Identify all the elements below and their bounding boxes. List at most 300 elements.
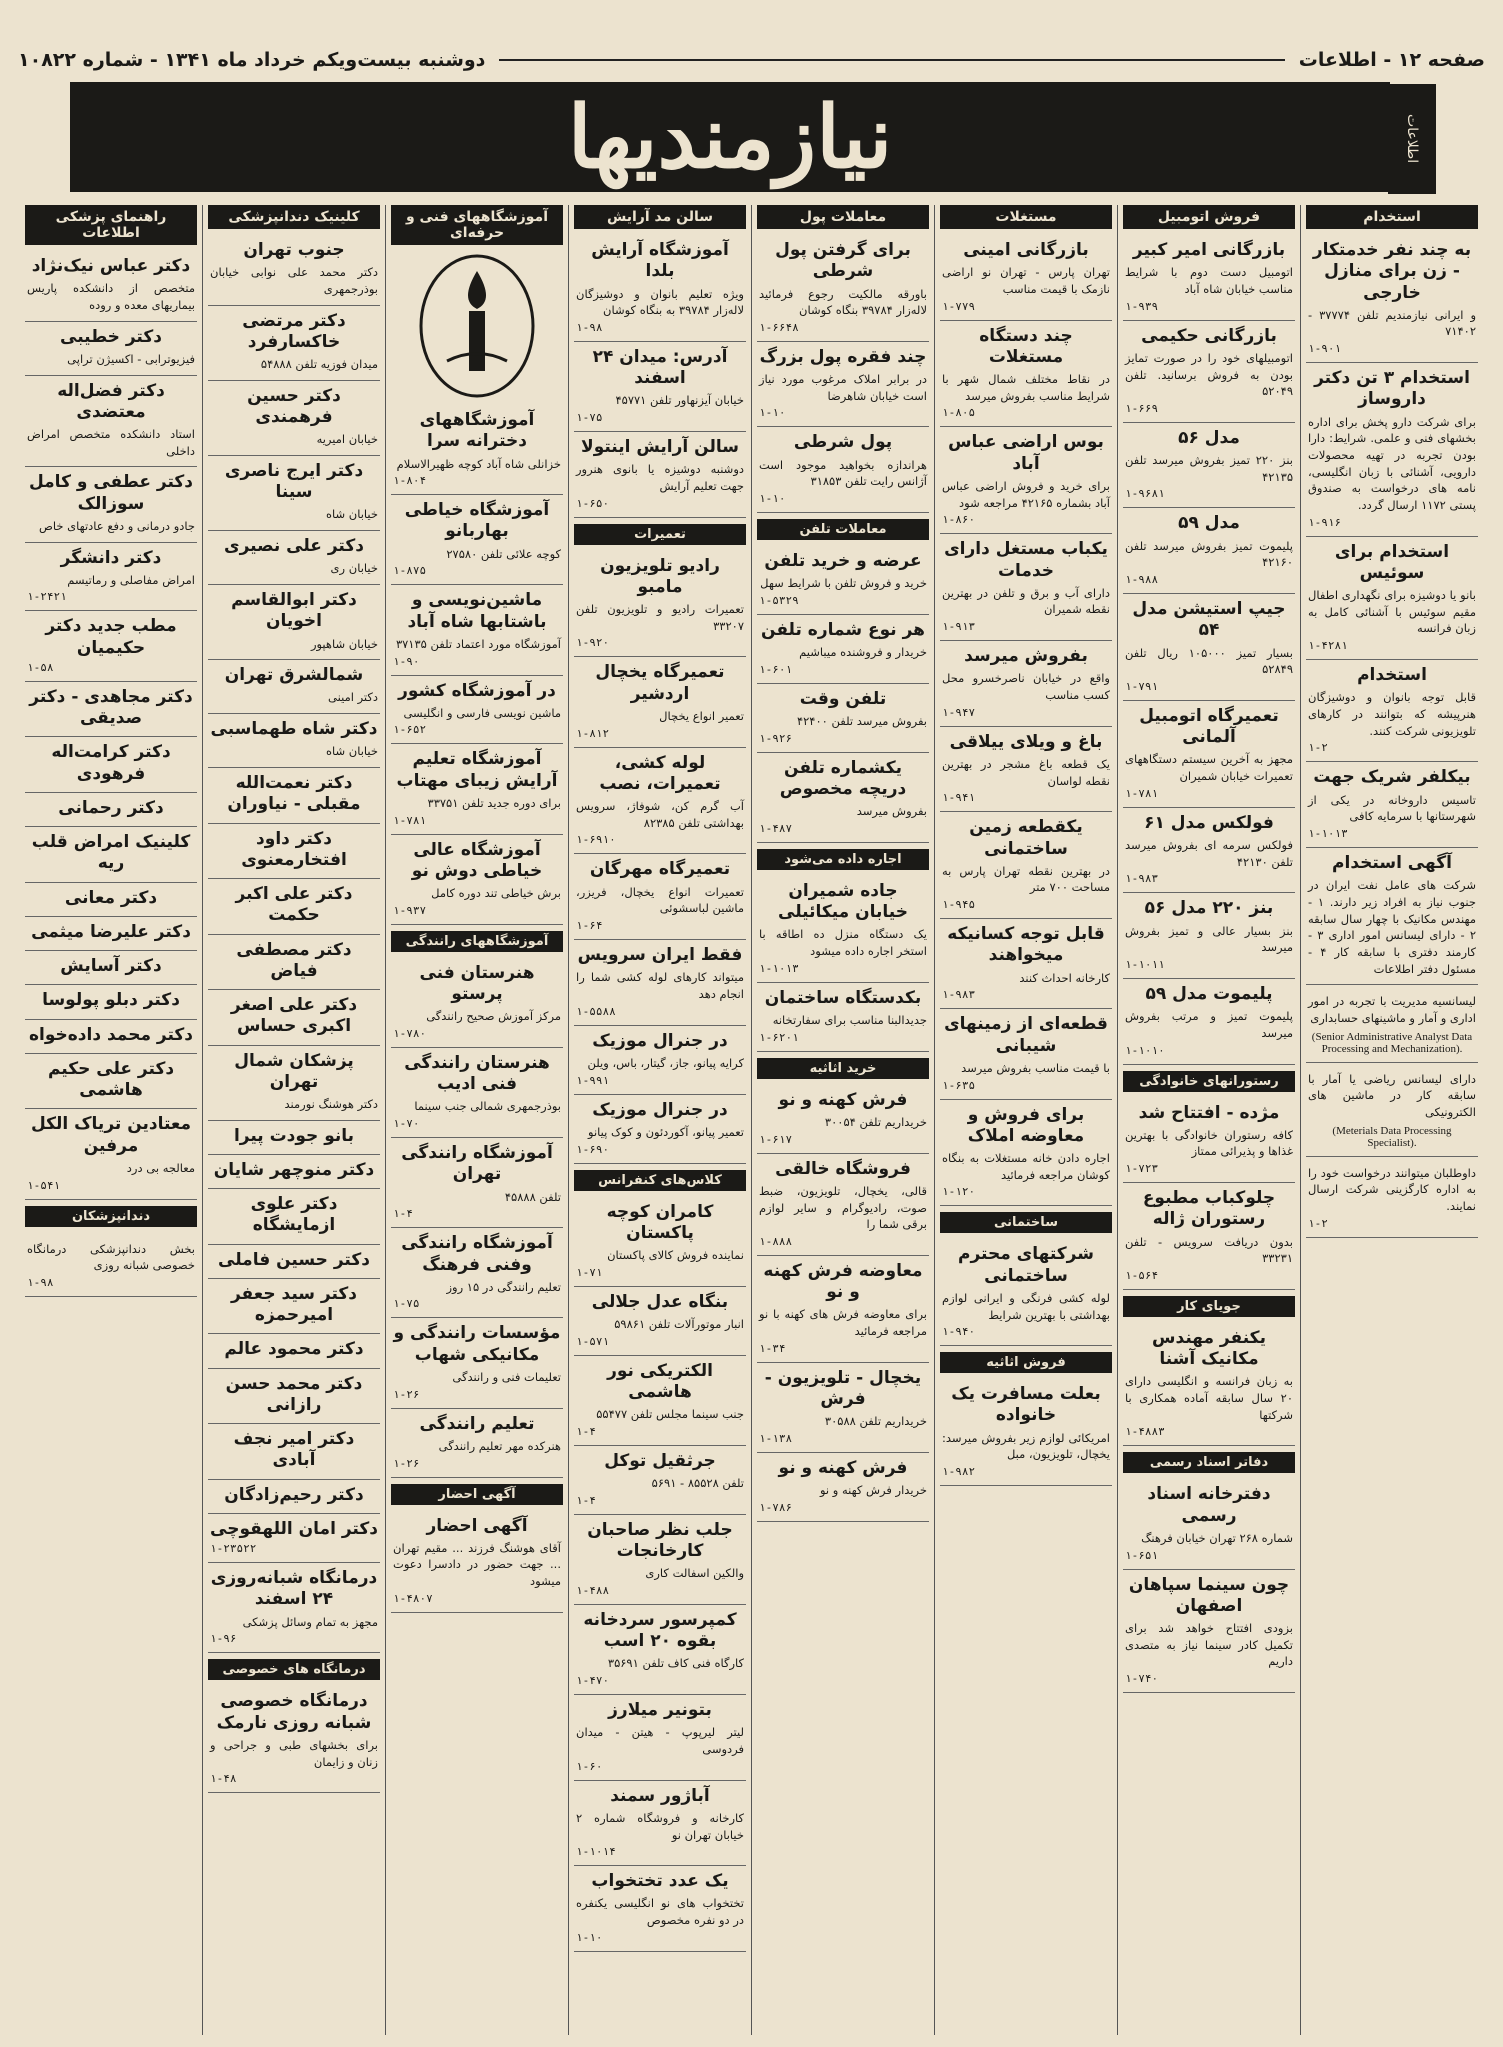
ad-heading: دکتر عطفی و کامل سوزالک: [28, 472, 194, 514]
ad-code: ۱-۱۳۸: [759, 1431, 793, 1445]
classified-ad: [208, 456, 380, 531]
ad-code: ۱-۲۳۵۲۲: [210, 1542, 257, 1556]
ad-code: ۱-۸۱۲: [576, 726, 610, 740]
ad-code: ۱-۴۸۸۳: [1125, 1425, 1165, 1439]
ad-heading: دکتر معانی: [64, 887, 158, 908]
classified-ad: [208, 1686, 380, 1793]
ad-column: [202, 205, 385, 2035]
ad-body: میدان فوزیه تلفن ۵۴۸۸۸: [260, 357, 378, 372]
ad-code: ۱-۶۵۱: [1125, 1548, 1159, 1562]
ad-code: ۱-۹۸۳: [1125, 872, 1159, 886]
ad-code: ۱-۱۰: [576, 1930, 603, 1944]
ad-heading: تعمیرگاه یخچال اردشیر: [595, 662, 725, 704]
ad-body: خیابان ری: [330, 561, 378, 576]
ad-code: ۱-۶۹۰: [576, 1142, 610, 1156]
ad-heading: پلیموت مدل ۵۹: [1145, 983, 1273, 1004]
ad-body: تعمیرات رادیو و تلویزیون تلفن ۳۳۲۰۷: [576, 602, 744, 633]
ad-english-text: (Senior Administrative Analyst Data Processing and Mechanization).: [1311, 1030, 1473, 1055]
ad-body: بانو یا دوشیزه برای نگهداری اطفال مقیم سوئیس با آشنائی کامل به زبان فرانسه: [1308, 588, 1476, 636]
classified-ad: [208, 531, 380, 585]
ad-body: متخصص از دانشکده پاریس بیماریهای معده و روده: [27, 281, 195, 312]
ad-heading: قابل توجه کسانیکه میخواهند: [947, 924, 1105, 966]
ad-code: ۱-۷۹۱: [1125, 679, 1159, 693]
ad-body: والکین اسفالت کاری: [645, 1566, 744, 1581]
section-heading: جویای کار: [1123, 1296, 1295, 1317]
ad-body: فولکس سرمه ای بفروش میرسد تلفن ۴۲۱۳۰: [1125, 837, 1293, 869]
ad-code: ۱-۶۰۱: [759, 662, 793, 676]
classified-ad: [940, 1239, 1112, 1346]
column-heading: کلینیک دندانپزشکی: [208, 205, 380, 229]
ad-code: ۱-۸۰۴: [393, 474, 427, 488]
ad-heading: یخچال - تلویزیون - فرش: [764, 1367, 922, 1410]
section-heading: رستورانهای خانوادگی: [1123, 1071, 1295, 1092]
ad-code: ۱-۹۲۰: [576, 636, 610, 650]
classified-ad: [574, 1781, 746, 1867]
classified-ad: [1123, 235, 1295, 321]
classified-ad: [574, 1515, 746, 1605]
ad-heading: تعلیم رانندگی: [419, 1413, 535, 1434]
ad-heading: تعمیرگاه مهرگان: [589, 859, 731, 880]
classified-ad: [574, 657, 746, 747]
classified-ad: [757, 1363, 929, 1453]
ad-body: مجهز به آخرین سیستم دستگاههای تعمیرات خیابان شمیران: [1125, 752, 1293, 784]
ad-heading: دکتر دانشگر: [60, 547, 162, 568]
ad-code: ۱-۴۸۷: [759, 821, 793, 835]
ad-body: داوطلبان میتوانند درخواست خود را به اداره کارگزینی شرکت ارسال نمایند.: [1308, 1165, 1476, 1213]
ad-code: ۱-۲: [1308, 1216, 1328, 1230]
ad-code: ۱-۹۸۸: [1125, 573, 1159, 587]
ad-body: بوذرجمهری شمالی جنب سینما: [414, 1099, 561, 1114]
ad-code: ۱-۹۰۱: [1308, 342, 1342, 356]
ad-body: لیسانسیه مدیریت با تجربه در امور اداری و آمار و ماشینهای حسابداری: [1308, 994, 1476, 1025]
ad-heading: آموزشگاه آرایش بلدا: [591, 240, 729, 282]
classified-ad: [757, 1453, 929, 1522]
ad-heading: در جنرال موزیک: [592, 1099, 728, 1120]
ad-code: ۱-۴۸۸: [576, 1583, 610, 1597]
ad-column: [385, 205, 568, 2035]
header-rule: [499, 59, 1284, 61]
ad-body: در برابر املاک مرغوب مورد نیاز است خیابان شاهرضا: [759, 372, 927, 403]
ad-heading: سالن آرایش اینتولا: [581, 437, 739, 458]
ad-code: ۱-۶۶۴۸: [759, 320, 799, 334]
classified-ad: [1123, 893, 1295, 979]
ad-heading: مدل ۵۹: [1178, 513, 1240, 534]
ad-body: خیابان شاهپور: [310, 636, 378, 651]
ad-body: آموزشگاه مورد اعتماد تلفن ۳۷۱۳۵: [395, 636, 561, 651]
ad-body: دارای آب و برق و تلفن در بهترین نقطه شمیران: [942, 585, 1110, 617]
ad-code: ۱-۹۶۸۱: [1125, 487, 1165, 501]
ad-body: خرید و فروش تلفن با شرایط سهل: [760, 576, 927, 591]
ad-heading: چند دستگاه مستغلات: [979, 325, 1073, 367]
ad-body: جادو درمانی و دفع عادتهای خاص: [39, 518, 195, 533]
classified-ad: [940, 919, 1112, 1009]
classified-ad: [757, 1085, 929, 1154]
ad-body: خزانلی شاه آباد کوچه ظهیرالاسلام: [396, 456, 561, 471]
ad-code: ۱-۶۴: [576, 919, 603, 933]
ad-code: ۱-۶۱۷: [759, 1132, 793, 1146]
ad-heading: درمانگاه شبانه‌روزی ۲۴ اسفند: [210, 1568, 378, 1610]
ad-heading: دکتر داود افتخارمعنوی: [241, 828, 347, 870]
ad-body: تعلیم رانندگی در ۱۵ روز: [446, 1279, 561, 1294]
ad-heading: بیکلفر شریک جهت: [1313, 767, 1471, 788]
ad-heading: معاوضه فرش کهنه و نو: [763, 1260, 923, 1303]
header-line: [18, 40, 1485, 80]
ad-body: بدون دریافت سرویس - تلفن ۳۳۲۳۱: [1125, 1234, 1293, 1266]
school-emblem-icon: [417, 251, 537, 401]
ad-code: ۱-۴۷۰: [576, 1674, 610, 1688]
ad-code: ۱-۹۴۵: [942, 898, 976, 912]
classified-ad: [574, 1605, 746, 1695]
classified-ad: [574, 1287, 746, 1356]
ad-body: تلفن ۴۵۸۸۸: [504, 1189, 561, 1204]
classified-ad: [1306, 762, 1478, 848]
ad-code: ۱-۴۲۸۱: [1308, 639, 1348, 653]
classified-ad: [208, 1189, 380, 1245]
section-heading: معاملات تلفن: [757, 519, 929, 540]
ad-code: ۱-۷۰: [393, 1117, 420, 1131]
ad-code: ۱-۹۸۳: [942, 988, 976, 1002]
classified-ad: [25, 611, 197, 682]
ad-body: ویژه تعلیم بانوان و دوشیزگان لاله‌زار ۳۹۷۸۴ به بنگاه کوشان: [576, 286, 744, 318]
ad-code: ۱-۵۴۱: [27, 1178, 61, 1192]
ad-code: ۱-۷۵: [576, 411, 603, 425]
ad-heading: هنرستان فنی پرستو: [419, 962, 535, 1005]
ad-code: ۱-۱۰۱۳: [1308, 827, 1348, 840]
classified-ad: [208, 1424, 380, 1480]
ad-heading: آموزشگاههای دخترانه سرا: [419, 410, 535, 452]
ad-code: ۱-۷۸۱: [1125, 786, 1159, 800]
ad-code: ۱-۹۴۷: [942, 705, 976, 719]
ad-heading: استخدام برای سوئیس: [1334, 541, 1450, 583]
classified-ad: [25, 1109, 197, 1199]
ad-body: بخش دندانپزشکی درمانگاه خصوصی شبانه روزی: [27, 1241, 195, 1273]
ad-heading: معتادین تریاک الکل مرفین: [30, 1114, 192, 1156]
classified-ad: [574, 748, 746, 855]
ad-code: ۱-۹۸: [576, 320, 603, 334]
ad-code: ۱-۷۷۹: [942, 299, 976, 313]
section-heading: ساختمانی: [940, 1212, 1112, 1233]
ad-heading: دکتر فضل‌اله معتضدی: [57, 380, 165, 422]
ad-code: ۱-۱۰۱۳: [759, 961, 799, 975]
ad-body: برای خرید و فروش اراضی عباس آباد بشماره ۴۲۱۶۵ مراجعه شود: [942, 478, 1110, 510]
ad-body: قابل توجه بانوان و دوشیزگان هنرپیشه که بتوانند در کارهای تلویزیونی شرکت کنند.: [1308, 690, 1476, 738]
classified-ad: [574, 1356, 746, 1446]
ad-heading: دکتر علوی ازمایشگاه: [250, 1194, 338, 1236]
section-heading: درمانگاه های خصوصی: [208, 1659, 380, 1680]
ad-body: تاسیس داروخانه در یکی از شهرستانها با سرمایه کافی: [1308, 792, 1476, 824]
column-heading: فروش اتومبیل: [1123, 205, 1295, 229]
ad-body: برای شرکت دارو پخش برای اداره بخشهای فنی و علمی. شرایط: دارا بودن تجربه در تهیه محصولات دارویی، آشنائی با زبان انگلیسی، نامه های درخواست به صندوق پستی ۱۱۷۲ ارسال گردد.: [1308, 414, 1476, 512]
ad-code: ۱-۲۶: [393, 1456, 420, 1470]
ad-heading: الکتریکی نور هاشمی: [607, 1360, 713, 1402]
column-heading: راهنمای پزشکی اطلاعات: [25, 205, 197, 245]
ad-body: دکتر محمد علی نوابی خیابان بوذرجمهری: [210, 265, 378, 296]
ad-heading: آگهی احضار: [426, 1515, 528, 1536]
ad-code: ۱-۴: [576, 1493, 596, 1507]
ad-heading: دکتر خطیبی: [60, 326, 162, 347]
ad-body: یک قطعه باغ مشجر در بهترین نقطه لواسان: [942, 756, 1110, 788]
classified-ad: [25, 1233, 197, 1297]
ad-heading: آدرس: میدان ۲۴ اسفند: [592, 346, 728, 389]
ad-heading: باغ و ویلای ییلاقی: [949, 731, 1103, 752]
ad-heading: عرضه و خرید تلفن: [764, 551, 922, 572]
ad-body: تعلیمات فنی و رانندگی: [452, 1369, 561, 1384]
masthead-badge: اطلاعات: [1388, 84, 1436, 194]
ad-body: در نقاط مختلف شمال شهر با شرایط مناسب بفروش میرسد: [942, 372, 1110, 403]
ad-code: ۱-۴: [393, 1207, 413, 1221]
ad-heading: آباژور سمند: [610, 1785, 710, 1806]
ad-columns: [20, 205, 1483, 2035]
ad-body: دوشنبه دوشیزه یا بانوی هنرور جهت تعلیم آرایش: [576, 462, 744, 493]
ad-heading: بفروش میرسد: [964, 646, 1088, 667]
ad-heading: دکتر محمود عالم: [224, 1339, 364, 1360]
classified-ad: [391, 1138, 563, 1228]
classified-ad: [25, 376, 197, 468]
classified-ad: [940, 1009, 1112, 1099]
ad-body: پلیموت تمیز بفروش میرسد تلفن ۴۲۱۶۰: [1125, 538, 1293, 570]
ad-heading: دکتر سید جعفر امیرحمزه: [230, 1283, 358, 1326]
section-heading: آموزشگاههای رانندگی: [391, 931, 563, 952]
classified-ad: [574, 854, 746, 940]
classified-ad: [1306, 1063, 1478, 1157]
classified-ad: [757, 1256, 929, 1363]
ad-heading: رادیو تلویزیون مامبو: [600, 555, 720, 597]
classified-ad: [1123, 1323, 1295, 1447]
ad-code: ۱-۶۲۰۱: [759, 1030, 799, 1044]
ad-body: و ایرانی نیازمندیم تلفن ۳۷۷۷۴ - ۷۱۴۰۲: [1308, 307, 1476, 339]
classified-ad: [208, 1279, 380, 1335]
ad-heading: در آموزشگاه کشور: [398, 680, 556, 701]
ad-heading: بوس اراضی عباس آباد: [948, 432, 1104, 474]
classified-ad: [1123, 808, 1295, 894]
classified-ad: [391, 744, 563, 834]
classified-ad: [391, 405, 563, 495]
classified-ad: [574, 551, 746, 658]
ad-code: ۱-۶۰: [576, 1759, 603, 1773]
ad-body: بفروش میرسد: [856, 804, 927, 819]
ad-body: خیابان امیریه: [316, 432, 378, 447]
ad-body: برای معاوضه فرش های کهنه با نو مراجعه فرمائید: [759, 1307, 927, 1339]
ad-column: [1300, 205, 1483, 2035]
ad-body: اجاره دادن خانه مستغلات به بنگاه کوشان مراجعه فرمائید: [942, 1151, 1110, 1182]
ad-heading: پول شرطی: [793, 432, 893, 453]
ad-body: خریداریم تلفن ۳۰۵۸۸: [824, 1414, 927, 1429]
classified-ad: [391, 835, 563, 925]
classified-ad: [940, 427, 1112, 534]
ad-heading: قطعه‌ای از زمینهای شیبانی: [944, 1014, 1108, 1056]
ad-heading: دکتر مرتضی خاکسارفرد: [242, 310, 346, 352]
classified-ad: [391, 495, 563, 585]
ad-code: ۱-۵۸: [27, 660, 54, 674]
ad-heading: جنوب تهران: [243, 240, 345, 260]
classified-ad: [1123, 979, 1295, 1065]
section-heading: آگهی احضار: [391, 1484, 563, 1505]
classified-ad: [208, 1334, 380, 1368]
section-heading: خرید اثاثیه: [757, 1058, 929, 1079]
classified-ad: [757, 753, 929, 843]
ad-code: ۱-۹۳۷: [393, 903, 427, 917]
ad-code: ۱-۹۲۶: [759, 731, 793, 745]
ad-heading: شرکتهای محترم ساختمانی: [958, 1244, 1094, 1286]
classified-ad: [574, 1695, 746, 1781]
ad-heading: کمپرسور سردخانه بقوه ۲۰ اسب: [583, 1609, 737, 1652]
ad-heading: کامران کوچه پاکستان: [606, 1201, 714, 1243]
ad-code: ۱-۴۸۰۷: [393, 1591, 433, 1605]
ad-body: استاد دانشکده متخصص امراض داخلی: [27, 427, 195, 458]
classified-ad: [1123, 423, 1295, 509]
classified-ad: [574, 1866, 746, 1952]
classified-ad: [1306, 363, 1478, 537]
classified-ad: [25, 322, 197, 376]
ad-code: ۱-۶۳۵: [942, 1078, 976, 1092]
ad-heading: جلب نظر صاحبان کارخانجات: [587, 1519, 733, 1561]
classified-ad: [208, 1480, 380, 1514]
classified-ad: [208, 1121, 380, 1155]
ad-body: تعمیرات انواع یخچال، فریزر، ماشین لباسشوئی: [576, 884, 744, 916]
classified-ad: [1306, 985, 1478, 1062]
classified-ad: [208, 768, 380, 824]
classified-ad: [1123, 1183, 1295, 1290]
ad-code: ۱-۹۱۶: [1308, 515, 1342, 529]
classified-ad: [208, 1369, 380, 1425]
ad-heading: چند فقره پول بزرگ: [759, 346, 927, 367]
classified-ad: [940, 534, 1112, 641]
ad-heading: دکتر شاه طهماسبی: [210, 719, 378, 740]
ad-heading: بنگاه عدل جلالی: [591, 1291, 729, 1312]
ad-body: واقع در خیابان ناصرخسرو محل کسب مناسب: [942, 671, 1110, 703]
ad-body: به زبان فرانسه و انگلیسی دارای ۲۰ سال سابقه آماده همکاری با شرکتها: [1125, 1374, 1293, 1422]
ad-heading: فرش کهنه و نو: [778, 1089, 908, 1110]
ad-heading: بتونیر میلارز: [608, 1700, 712, 1721]
classified-ad: [940, 321, 1112, 428]
ad-body: کافه رستوران خانوادگی با بهترین غذاها و پذیرائی ممتاز: [1125, 1127, 1293, 1159]
classified-ad: [208, 879, 380, 935]
ad-heading: دکتر کرامت‌اله فرهودی: [51, 742, 171, 784]
ad-heading: استخدام ۳ تن دکتر داروساز: [1314, 368, 1470, 410]
section-heading: کلاس‌های کنفرانس: [574, 1170, 746, 1191]
ad-heading: دکتر علی حکیم هاشمی: [47, 1058, 175, 1101]
ad-code: ۱-۱۲۰: [942, 1185, 976, 1199]
column-heading: استخدام: [1306, 205, 1478, 229]
classified-ad: [940, 727, 1112, 813]
ad-heading: بازرگانی امیر کبیر: [1132, 240, 1286, 260]
ad-body: با قیمت مناسب بفروش میرسد: [961, 1060, 1110, 1075]
classified-ad: [1123, 508, 1295, 594]
classified-ad: [25, 793, 197, 827]
column-heading: معاملات پول: [757, 205, 929, 229]
ad-code: ۱-۴۸: [210, 1772, 237, 1786]
ad-body: اتومبیلهای خود را در صورت تمایز بودن به فروش برسانید. تلفن ۵۲۰۴۹: [1125, 350, 1293, 399]
ad-body: بفروش میرسد تلفن ۴۲۴۰۰: [796, 714, 927, 729]
ad-heading: تعمیرگاه اتومبیل آلمانی: [1139, 705, 1279, 748]
ad-body: برای دوره جدید تلفن ۳۳۷۵۱: [427, 795, 561, 810]
ad-code: ۱-۶۹۱۰: [576, 833, 616, 847]
ad-heading: یک عدد تختخواب: [591, 1871, 729, 1892]
classified-ad: [25, 917, 197, 951]
ad-body: بنز بسیار عالی و تمیز بفروش میرسد: [1125, 923, 1293, 955]
ad-body: اتومبیل دست دوم با شرایط مناسب خیابان شاه آباد: [1125, 265, 1293, 296]
classified-ad: [25, 737, 197, 793]
ad-heading: دکتر آسایش: [60, 956, 162, 977]
date-issue: دوشنبه بیست‌ویکم خرداد ماه ۱۳۴۱ - شماره ۱۰۸۲۲: [18, 49, 486, 71]
ad-body: خیابان شاه: [325, 507, 378, 522]
ad-heading: بعلت مسافرت یک خانواده: [951, 1384, 1101, 1426]
classified-ad: [757, 235, 929, 342]
classified-ad: [208, 1155, 380, 1189]
ad-heading: آموزشگاه رانندگی وفنی فرهنگ: [401, 1233, 553, 1275]
ad-code: ۱-۹۰: [393, 654, 420, 668]
masthead-title: نیازمندیها: [567, 86, 893, 188]
ad-code: ۱-۹۱۳: [942, 620, 976, 634]
classified-ad: [208, 935, 380, 991]
ad-column: [751, 205, 934, 2035]
ad-body: معالجه بی درد: [126, 1160, 195, 1175]
classified-ad: [1123, 594, 1295, 701]
ad-body: انبار موتورآلات تلفن ۵۹۸۶۱: [614, 1316, 744, 1331]
classified-ad: [208, 660, 380, 714]
ad-heading: دکتر محمد حسن رازانی: [225, 1373, 363, 1415]
classified-ad: [574, 1095, 746, 1164]
ad-heading: آموزشگاه عالی خیاطی دوش نو: [411, 839, 543, 881]
ad-heading: آموزشگاه رانندگی تهران: [401, 1143, 553, 1185]
ad-heading: بازرگانی امینی: [963, 240, 1089, 260]
ad-heading: فروشگاه خالقی: [775, 1158, 911, 1179]
ad-code: ۱-۲۶: [393, 1387, 420, 1401]
section-heading: دفاتر اسناد رسمی: [1123, 1452, 1295, 1473]
ad-heading: آموزشگاه خیاطی بهاربانو: [404, 500, 550, 542]
ad-body: مرکز آموزش صحیح رانندگی: [426, 1009, 561, 1024]
classified-ad: [208, 1245, 380, 1279]
ad-body: خریداریم تلفن ۳۰۰۵۴: [824, 1114, 927, 1129]
ad-heading: آگهی استخدام: [1332, 853, 1452, 873]
ad-heading: دکتر حسین فرهمندی: [247, 385, 341, 428]
ad-code: ۱-۷۴۰: [1125, 1672, 1159, 1686]
classified-ad: [391, 1318, 563, 1408]
ad-code: ۱-۱۰: [759, 492, 786, 506]
section-heading: فروش اثاثیه: [940, 1352, 1112, 1373]
ad-body: خیابان شاه: [325, 744, 378, 759]
ad-heading: دکتر مجاهدی - دکتر صدیقی: [29, 686, 193, 729]
ad-body: میتواند کارهای لوله کشی شما را انجام دهد: [576, 970, 744, 1001]
ad-code: ۱-۷۵: [393, 1297, 420, 1311]
ad-body: خریدار و فروشنده میباشیم: [799, 645, 927, 660]
ad-code: ۱-۹۴۱: [942, 791, 976, 805]
ad-column: [568, 205, 751, 2035]
classified-ad: [208, 1514, 380, 1563]
classified-ad: [208, 824, 380, 880]
ad-body: در بهترین نقطه تهران پارس به مساحت ۷۰۰ متر: [942, 863, 1110, 895]
ad-body: آقای هوشنگ فرزند ... مقیم تهران ... جهت حضور در دادسرا دعوت میشود: [393, 1540, 561, 1589]
section-heading: اجاره داده می‌شود: [757, 849, 929, 870]
ad-heading: هنرستان رانندگی فنی ادیب: [404, 1052, 550, 1095]
section-heading: تعمیرات: [574, 524, 746, 545]
classified-ad: [391, 1409, 563, 1478]
classified-ad: [25, 682, 197, 738]
classified-ad: [757, 983, 929, 1052]
ad-body: پلیموت تمیز و مرتب بفروش میرسد: [1125, 1009, 1293, 1040]
ad-column: [20, 205, 202, 2035]
classified-ad: [208, 1563, 380, 1653]
ad-heading: دکتر علی نصیری: [224, 536, 364, 557]
section-heading: دندانپزشکان: [25, 1206, 197, 1227]
ad-heading: برای فروش و معاوضه املاک: [967, 1104, 1085, 1146]
ad-body: کارخانه و فروشگاه شماره ۲ خیابان تهران نو: [576, 1810, 744, 1842]
ad-body: تلفن ۸۵۵۲۸ - ۵۶۹۱: [651, 1476, 744, 1491]
ad-code: ۱-۵۵۸۸: [576, 1004, 616, 1018]
classified-ad: [25, 251, 197, 322]
classified-ad: [391, 958, 563, 1048]
ad-code: ۱-۵۶۴: [1125, 1268, 1159, 1282]
